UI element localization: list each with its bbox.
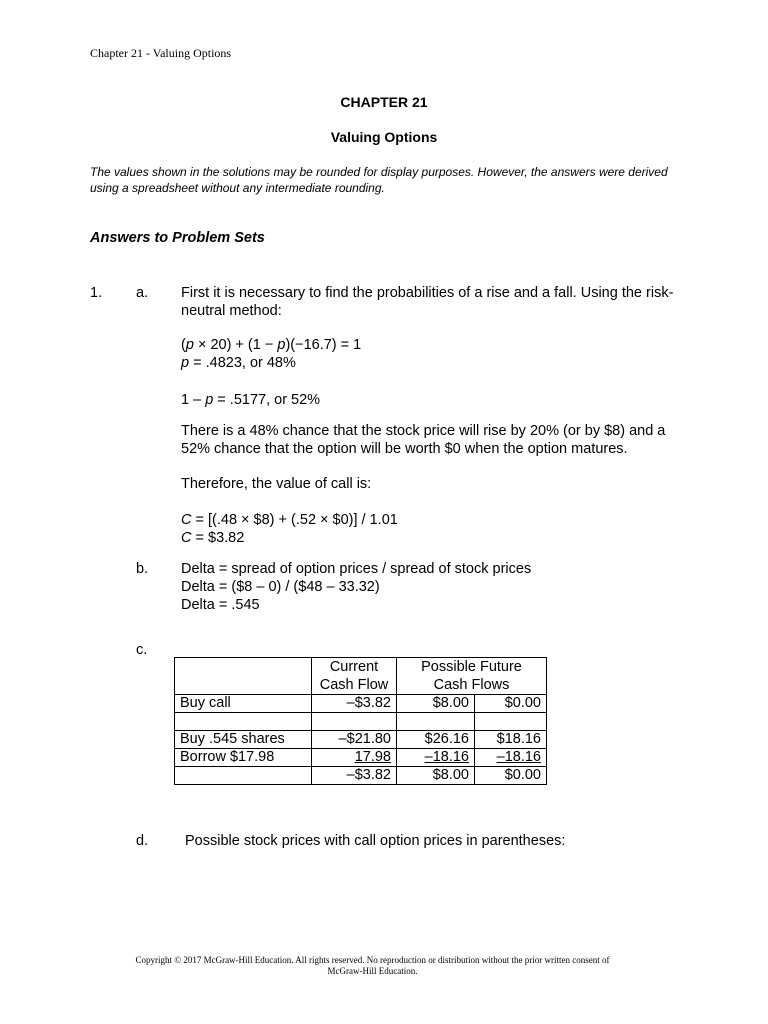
call-value-result: C = $3.82 [181, 530, 245, 546]
cash-flow-table [174, 657, 547, 785]
equation-3: 1 – p = .5177, or 52% [181, 392, 321, 408]
table-header-blank [175, 658, 312, 695]
delta-line-2: Delta = ($8 – 0) / ($48 – 33.32) [181, 579, 380, 595]
table-row: Buy call –$3.82 $8.00 $0.00 [175, 695, 547, 713]
table-row: Buy .545 shares –$21.80 $26.16 $18.16 [175, 731, 547, 749]
current-cash-flow-header: Current Cash Flow [312, 658, 397, 695]
probability-explanation: There is a 48% chance that the stock price will rise by 20% (or by $8) and a 52% chance that the option will be worth $0 when the option matures. [181, 423, 666, 457]
table-row [175, 713, 547, 731]
delta-line-3: Delta = .545 [181, 597, 260, 613]
future-cash-flows-header: Possible Future Cash Flows [397, 658, 547, 695]
table-header-row [175, 658, 547, 695]
part-c-letter: c. [136, 642, 148, 658]
table-total-row: –$3.82 $8.00 $0.00 [175, 767, 547, 785]
rounding-note: The values shown in the solutions may be rounded for display purposes. However, the answers were derived using a spreadsheet without any intermediate rounding. [90, 165, 668, 195]
call-value-formula: C = [(.48 × $8) + (.52 × $0)] / 1.01 [181, 512, 398, 528]
delta-line-1: Delta = spread of option prices / spread of stock prices [181, 561, 532, 577]
equation-1: (p × 20) + (1 − p)(−16.7) = 1 [181, 337, 362, 353]
part-b-letter: b. [136, 561, 149, 577]
chapter-label: CHAPTER 21 [340, 94, 428, 110]
problem-number: 1. [90, 285, 103, 301]
part-d-text: Possible stock prices with call option prices in parentheses: [185, 833, 566, 849]
equation-2: p = .4823, or 48% [181, 355, 296, 371]
running-header: Chapter 21 - Valuing Options [90, 46, 232, 60]
chapter-title: Valuing Options [330, 129, 438, 145]
section-title: Answers to Problem Sets [90, 230, 265, 246]
table-row: Borrow $17.98 17.98 –18.16 –18.16 [175, 749, 547, 767]
part-a-letter: a. [136, 285, 149, 301]
part-a-intro: First it is necessary to find the probabilities of a rise and a fall. Using the risk-neutral method: [181, 285, 674, 319]
part-d-letter: d. [136, 833, 149, 849]
copyright-footer: Copyright © 2017 McGraw-Hill Education. All rights reserved. No reproduction or distribution without the prior written consent of McGraw-Hill Education. [135, 955, 610, 976]
therefore-line: Therefore, the value of call is: [181, 476, 372, 492]
